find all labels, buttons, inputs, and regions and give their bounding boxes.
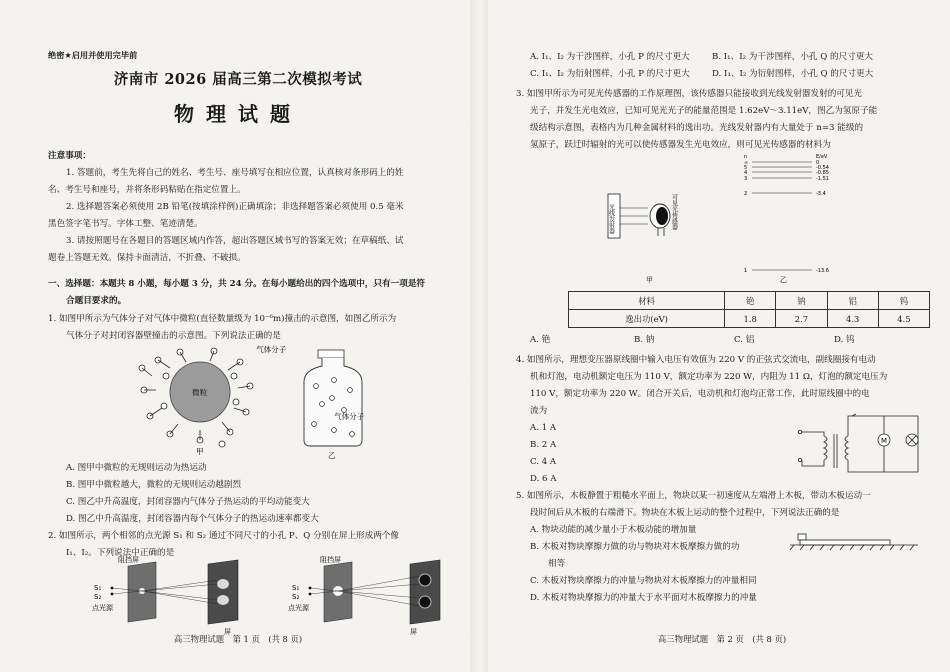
table-cell: 4.3 bbox=[827, 310, 878, 328]
q3-option-c[interactable]: C. 铝 bbox=[734, 335, 755, 345]
q2-option-c[interactable]: C. I₁、I₂ 为衍射图样，小孔 P 的尺寸更大 bbox=[530, 69, 690, 79]
q3-stem: 氢原子，跃迁时辐射的光可以使传感器发生光电效应，则可见光传感器的材料为 bbox=[530, 140, 831, 150]
q3-label-e-inf: 0 bbox=[816, 160, 820, 166]
q2-label-s2-2: S₂ bbox=[292, 593, 300, 601]
table-cell: 铝 bbox=[827, 292, 878, 310]
subject-title: 物理试题 bbox=[174, 102, 302, 126]
energy-level-diagram bbox=[744, 154, 829, 284]
exam-title: 济南市 2026 届高三第二次模拟考试 bbox=[113, 71, 363, 88]
q1-label-yi: 乙 bbox=[328, 451, 336, 460]
q3-label-e3: -1.51 bbox=[816, 176, 829, 182]
q5-option-a[interactable]: A. 物块动能的减少量小于木板动能的增加量 bbox=[530, 525, 697, 535]
q3-label-n4: 4 bbox=[744, 170, 748, 176]
q1-figure bbox=[138, 345, 388, 460]
page-1-footer: 高三物理试题 第 1 页 (共 8 页) bbox=[173, 634, 303, 644]
note-line: 3. 请按照题号在各题目的答题区域内作答，超出答题区域书写的答案无效；在草稿纸、试 bbox=[66, 236, 404, 246]
q5-option-b-cont: 相等 bbox=[548, 559, 566, 569]
table-cell: 1.8 bbox=[725, 310, 776, 328]
q3-label-n3: 3 bbox=[744, 176, 748, 182]
q4-option-a[interactable]: A. 1 A bbox=[530, 423, 557, 433]
pinhole-diagram-left bbox=[92, 555, 238, 636]
q2-label-barrier-2: 阻挡屏 bbox=[320, 556, 341, 564]
q4-option-c[interactable]: C. 4 A bbox=[530, 457, 557, 467]
table-cell: 逸出功(eV) bbox=[569, 310, 725, 328]
q5-stem: 段时间后从木板的右端滑下。物块在木板上运动的整个过程中，下列说法正确的是 bbox=[530, 508, 840, 518]
q3-option-b[interactable]: B. 钠 bbox=[634, 335, 655, 345]
container-diagram bbox=[304, 350, 365, 460]
page-2 bbox=[512, 0, 932, 672]
q4-stem: 4. 如图所示，理想变压器原线圈中输入电压有效值为 220 V 的正弦式交流电，副线圈接有电动 bbox=[516, 355, 876, 365]
note-line: 黑色签字笔书写。字体工整、笔迹清楚。 bbox=[48, 219, 203, 229]
q1-stem: 气体分子对封闭容器壁撞击的示意图。下列说法正确的是 bbox=[66, 331, 281, 341]
note-line: 2. 选择题答案必须使用 2B 铅笔(按填涂样例)正确填涂；非选择题答案必须使用 0.5 毫米 bbox=[66, 202, 404, 212]
notes-heading: 注意事项： bbox=[48, 151, 91, 161]
q2-figure bbox=[74, 556, 434, 636]
q3-label-n-inf: ∞ bbox=[744, 160, 749, 166]
q2-label-s1: S₁ bbox=[94, 584, 102, 592]
q5-option-d[interactable]: D. 木板对物块摩擦力的冲量大于水平面对木板摩擦力的冲量 bbox=[530, 593, 757, 603]
note-line: 题卷上答题无效。保持卡面清洁，不折叠、不破损。 bbox=[48, 253, 246, 263]
motor-symbol: M bbox=[881, 437, 888, 445]
note-line: 1. 答题前，考生先将自己的姓名、考生号、座号填写在相应位置，认真核对条形码上的姓 bbox=[66, 168, 404, 178]
q3-stem: 光子，并发生光电效应，已知可见光光子的能量范围是 1.62eV～3.11eV，图乙为氢原子能 bbox=[530, 106, 878, 116]
sensor-diagram bbox=[608, 193, 678, 284]
q2-label-screen: 屏 bbox=[224, 628, 231, 636]
q3-label-e1: -13.6 bbox=[816, 268, 829, 274]
q1-label-gas-molecule: 气体分子 bbox=[256, 345, 287, 354]
q1-label-jia: 甲 bbox=[196, 447, 204, 456]
q3-figure bbox=[602, 152, 902, 286]
q2-label-source-2: 点光源 bbox=[288, 604, 309, 612]
q2-label-barrier: 阻挡屏 bbox=[118, 556, 139, 564]
brownian-diagram bbox=[139, 344, 287, 456]
q2-label-screen-2: 屏 bbox=[410, 628, 417, 636]
q1-option-b[interactable]: B. 图甲中微粒越大，微粒的无规则运动越剧烈 bbox=[66, 480, 242, 490]
table-cell: 材料 bbox=[569, 292, 725, 310]
q5-stem: 5. 如图所示，木板静置于粗糙水平面上，物块以某一初速度从左端滑上木板，带动木板运动一 bbox=[516, 491, 871, 501]
q2-option-d[interactable]: D. I₁、I₂ 为衍射图样，小孔 Q 的尺寸更大 bbox=[712, 69, 874, 79]
q3-label-yi: 乙 bbox=[780, 276, 787, 284]
book-gutter bbox=[470, 0, 488, 672]
work-function-table bbox=[568, 291, 930, 328]
q2-label-s1-2: S₁ bbox=[292, 584, 300, 592]
section-heading-cont: 合题目要求的。 bbox=[66, 296, 127, 306]
q2-label-s2: S₂ bbox=[94, 593, 102, 601]
q5-option-b[interactable]: B. 木板对物块摩擦力做的功与物块对木板摩擦力做的功 bbox=[530, 542, 740, 552]
q3-label-n1: 1 bbox=[744, 268, 748, 274]
q3-label-e2: -3.4 bbox=[816, 191, 826, 197]
q3-stem: 3. 如图甲所示为可见光传感器的工作原理图，该传感器只能接收到光线发射器发射的可见光 bbox=[516, 89, 863, 99]
q3-label-e5: -0.54 bbox=[816, 165, 829, 171]
note-line: 名、考生号和座号，并将条形码粘贴在指定位置上。 bbox=[48, 185, 246, 195]
table-cell: 钠 bbox=[776, 292, 827, 310]
q2-stem: 2. 如图所示，两个相邻的点光源 S₁ 和 S₂ 通过不同尺寸的小孔 P、Q 分别在屏上形成两个像 bbox=[48, 531, 400, 541]
page-1 bbox=[28, 0, 448, 672]
pinhole-diagram-right bbox=[288, 555, 440, 636]
q3-option-d[interactable]: D. 钨 bbox=[834, 335, 855, 345]
q4-option-b[interactable]: B. 2 A bbox=[530, 440, 557, 450]
q3-label-n-head: n bbox=[744, 154, 748, 160]
q3-label-jia: 甲 bbox=[646, 276, 653, 284]
q1-label-gas-molecule-2: 气体分子 bbox=[334, 412, 365, 421]
q5-figure bbox=[790, 528, 920, 552]
q1-stem: 1. 如图甲所示为气体分子对气体中微粒(直径数量级为 10⁻⁶m)撞击的示意图，如图乙所示为 bbox=[48, 314, 397, 324]
section-heading: 一、选择题：本题共 8 小题，每小题 3 分，共 24 分。在每小题给出的四个选项中，只有一项是符 bbox=[48, 279, 426, 289]
q1-label-particle: 微粒 bbox=[192, 388, 208, 397]
q2-option-b[interactable]: B. I₁、I₂ 为干涉图样，小孔 Q 的尺寸更大 bbox=[712, 52, 874, 62]
q3-label-n5: 5 bbox=[744, 165, 748, 171]
table-row bbox=[569, 310, 930, 328]
table-cell: 钨 bbox=[878, 292, 929, 310]
q4-stem: 110 V，额定功率为 220 W。闭合开关后，电动机和灯泡均正常工作，此时原线圈中的电 bbox=[530, 389, 870, 399]
q2-stem: I₁、I₂。下列说法中正确的是 bbox=[66, 548, 175, 558]
q5-option-c[interactable]: C. 木板对物块摩擦力的冲量与物块对木板摩擦力的冲量相同 bbox=[530, 576, 757, 586]
table-cell: 铯 bbox=[725, 292, 776, 310]
table-row bbox=[569, 292, 930, 310]
q3-label-e-head: E/eV bbox=[816, 154, 828, 160]
q3-option-a[interactable]: A. 铯 bbox=[530, 335, 551, 345]
q2-label-source: 点光源 bbox=[92, 604, 113, 612]
q3-label-n2: 2 bbox=[744, 191, 748, 197]
q1-option-c[interactable]: C. 图乙中升高温度，封闭容器内气体分子热运动的平均动能变大 bbox=[66, 497, 310, 507]
q2-option-a[interactable]: A. I₁、I₂ 为干涉图样，小孔 P 的尺寸更大 bbox=[530, 52, 690, 62]
q3-label-sensor: 可见光传感器 bbox=[670, 194, 678, 230]
q4-stem: 机和灯泡，电动机额定电压为 110 V，额定功率为 220 W，内阻为 11 Ω，灯泡的额定电压为 bbox=[530, 372, 888, 382]
q3-label-emitter: 光线发射器 bbox=[607, 204, 615, 234]
page-2-footer: 高三物理试题 第 2 页 (共 8 页) bbox=[657, 634, 787, 644]
q3-label-e4: -0.85 bbox=[816, 170, 829, 176]
q4-circuit bbox=[794, 410, 926, 482]
q4-stem: 流为 bbox=[530, 406, 548, 416]
q3-stem: 级结构示意图，表格内为几种金属材料的逸出功。光线发射器内有大量处于 n=3 能级的 bbox=[530, 123, 864, 133]
table-cell: 2.7 bbox=[776, 310, 827, 328]
q1-option-a[interactable]: A. 图甲中微粒的无规则运动为热运动 bbox=[66, 463, 207, 473]
q1-option-d[interactable]: D. 图乙中升高温度，封闭容器内每个气体分子的热运动速率都变大 bbox=[66, 514, 319, 524]
secret-note: 绝密★启用并使用完毕前 bbox=[48, 50, 138, 60]
table-cell: 4.5 bbox=[878, 310, 929, 328]
q4-option-d[interactable]: D. 6 A bbox=[530, 474, 557, 484]
